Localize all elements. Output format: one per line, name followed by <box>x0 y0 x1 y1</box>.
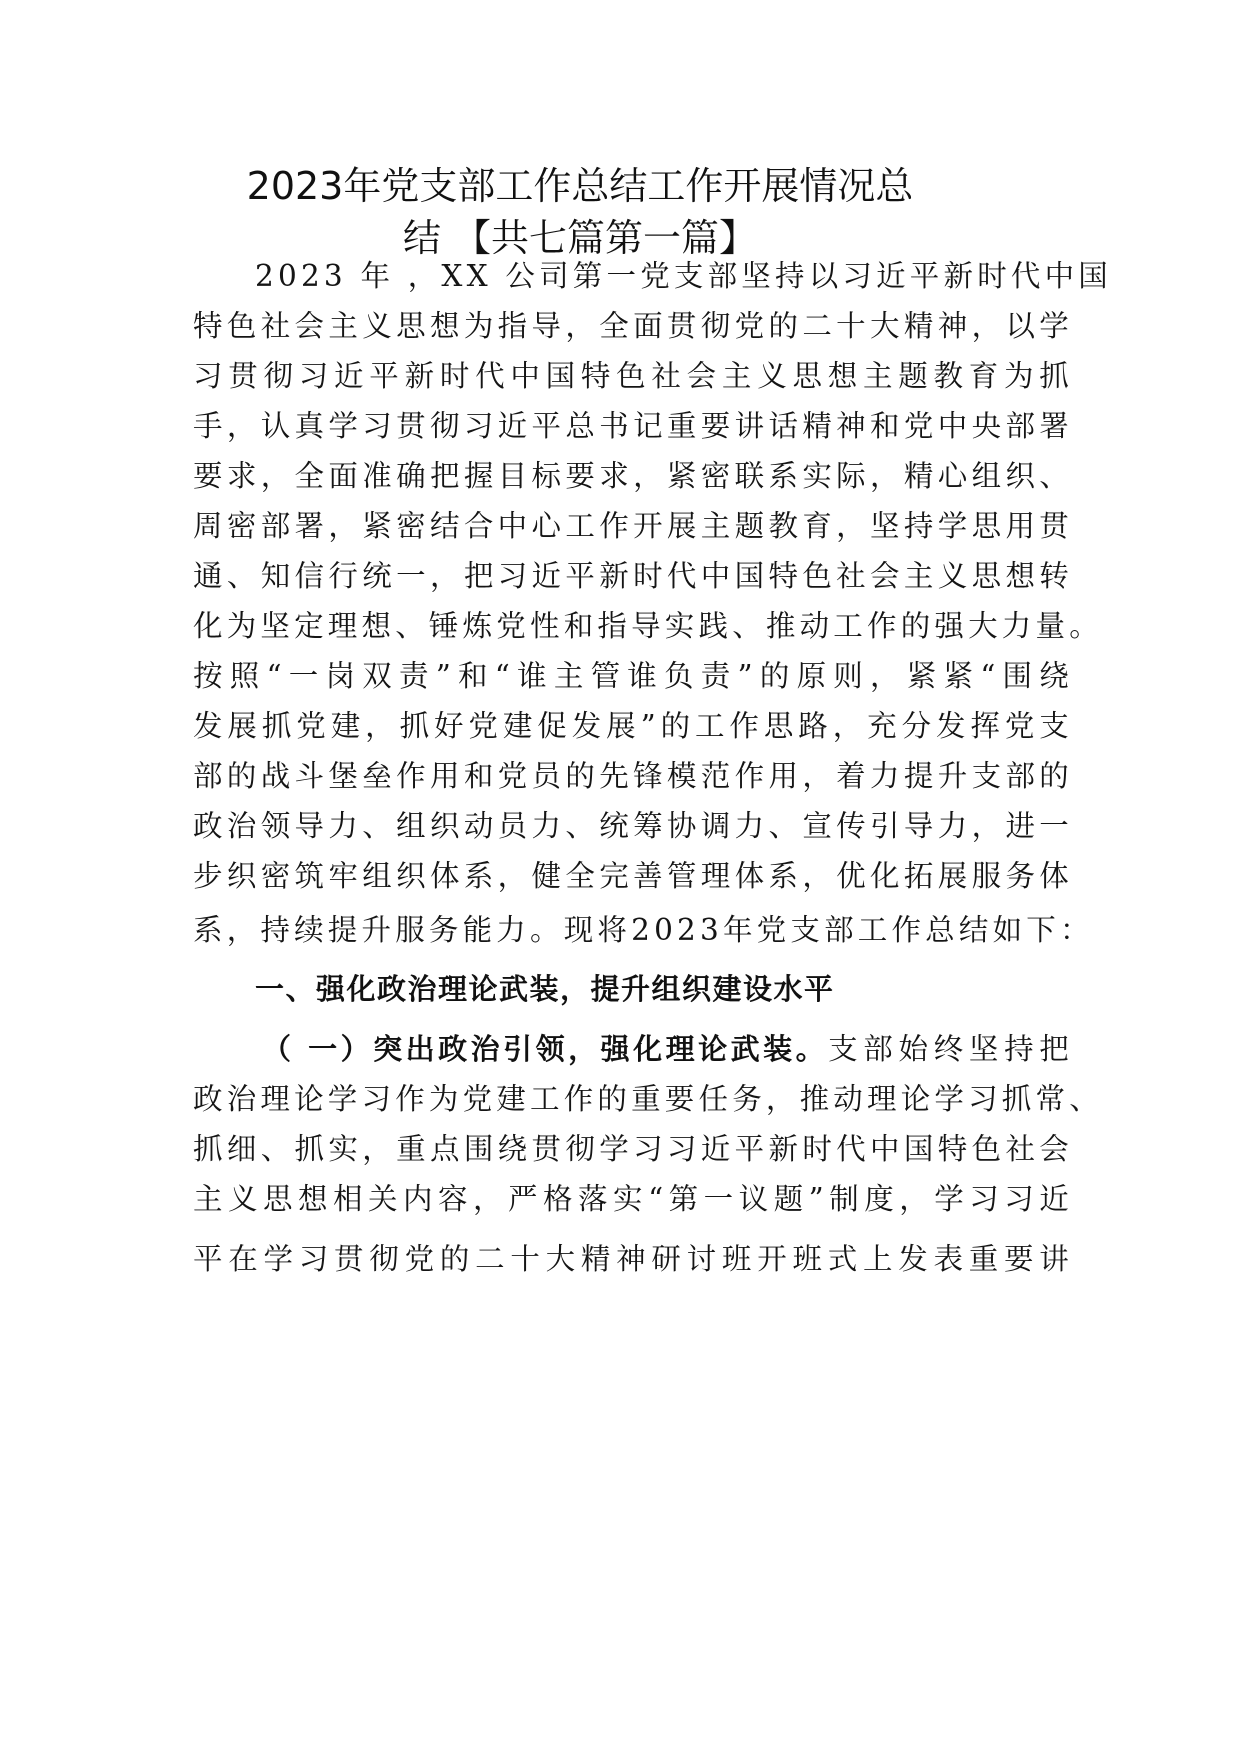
subsection-heading: （ 一）突出政治引领，强化理论武装。 <box>262 1032 829 1066</box>
subsection-first-line <box>262 1029 1073 1075</box>
paragraph-line: 系，持续提升服务能力。现将2023年党支部工作总结如下： <box>193 913 1094 947</box>
paragraph-line: 通、知信行统一，把习近平新时代中国特色社会主义思想转 <box>193 559 1073 593</box>
subsection-text: 支部始终坚持把 <box>828 1032 1073 1066</box>
paragraph-line: 要求，全面准确把握目标要求，紧密联系实际，精心组织、 <box>193 459 1073 493</box>
paragraph-line: 化为坚定理想、锤炼党性和指导实践、推动工作的强大力量。 <box>193 609 1103 643</box>
paragraph-line: 主义思想相关内容，严格落实“第一议题”制度，学习习近 <box>193 1182 1073 1216</box>
paragraph-line: 特色社会主义思想为指导，全面贯彻党的二十大精神，以学 <box>193 309 1073 343</box>
document-title-line-1: 2023年党支部工作总结工作开展情况总 <box>246 164 914 208</box>
paragraph-line: 平在学习贯彻党的二十大精神研讨班开班式上发表重要讲 <box>193 1242 1073 1276</box>
paragraph-line: 手，认真学习贯彻习近平总书记重要讲话精神和党中央部署 <box>193 409 1073 443</box>
paragraph-line: 发展抓党建，抓好党建促发展”的工作思路，充分发挥党支 <box>193 709 1073 743</box>
paragraph-line: 2023 年 ，XX 公司第一党支部坚持以习近平新时代中国 <box>255 259 1113 293</box>
document-title-line-2: 结 【共七篇第一篇】 <box>402 216 758 260</box>
paragraph-line: 部的战斗堡垒作用和党员的先锋模范作用，着力提升支部的 <box>193 759 1073 793</box>
paragraph-line: 习贯彻习近平新时代中国特色社会主义思想主题教育为抓 <box>193 359 1073 393</box>
paragraph-line: 步织密筑牢组织体系，健全完善管理体系，优化拓展服务体 <box>193 859 1073 893</box>
paragraph-line: 按照“一岗双责”和“谁主管谁负责”的原则，紧紧“围绕 <box>193 659 1073 693</box>
paragraph-line: 周密部署，紧密结合中心工作开展主题教育，坚持学思用贯 <box>193 509 1073 543</box>
section-heading: 一、强化政治理论武装，提升组织建设水平 <box>255 972 835 1006</box>
paragraph-line: 政治领导力、组织动员力、统筹协调力、宣传引导力，进一 <box>193 809 1073 843</box>
paragraph-line: 政治理论学习作为党建工作的重要任务，推动理论学习抓常、 <box>193 1082 1103 1116</box>
paragraph-line: 抓细、抓实，重点围绕贯彻学习习近平新时代中国特色社会 <box>193 1132 1073 1166</box>
